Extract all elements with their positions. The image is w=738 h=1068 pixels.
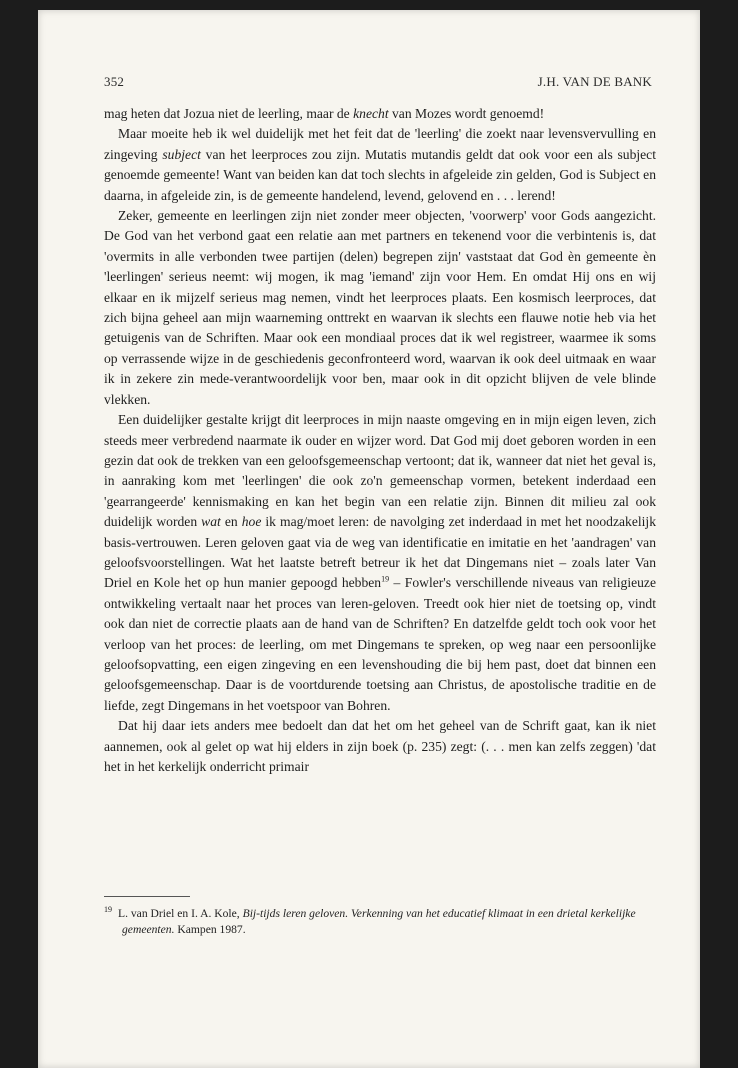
text-run: mag heten dat Jozua niet de leerling, maar de: [104, 106, 354, 121]
text-run: en: [220, 514, 242, 530]
text-run: Dat hij daar iets anders mee bedoelt dan dat het om het geheel van de Schrift gaat, kan ik niet aannemen, ook al gelet op wat hij elders in zijn boek (p. 235) zegt: (. . . men kan zelfs zeggen) 'dat het in het kerkelijk onderricht primair: [104, 718, 656, 774]
text-run: Zeker, gemeente en leerlingen zijn niet zonder meer objecten, 'voorwerp' voor Gods aangezicht. De God van het verbond gaat een relatie aan met partners en tekenend voor die verbintenis is, dat 'overmits in alle verbonden twee partijen (delen) begrepen zijn' vaststaat dat God èn gemeente èn 'leerlingen' serieus neemt: wij mogen, ik mag 'iemand' zijn voor Hem. En omdat Hij ons en wij elkaar en ik mijzelf serieus mag nemen, vindt het leerproces plaats. Een kosmisch leerproces, dat zich bijna geheel aan mijn waarneming onttrekt en waarvan ik slechts een flauwe notie heb via het getuigenis van de Schriften. Maar ook een mondiaal proces dat ik wel registreer, waarmee ik soms op verrassende wijze in de geschiedenis geconfronteerd word, waarvan ik ook deel uitmaak en waar ik in zekere zin mede-verantwoordelijk voor ben, maar ook in dit opzicht blijven de vele blinde vlekken.: [104, 208, 656, 407]
text-run: ik mag/moet leren: de navolging zet inderdaad in met het noodzakelijk basis-vertrouwen. Leren geloven gaat via de weg van identificatie en imitatie en het 'aandragen' van geloofsvoorstellingen. Wat het laatste betreft betreur ik het dat Dingemans niet – zoals later Van Driel en Kole het op hun manier gepoogd hebben: [104, 514, 656, 591]
text-run: Kampen 1987.: [174, 923, 246, 936]
paragraph: [104, 410, 656, 716]
text-run: Een duidelijker gestalte krijgt dit leerproces in mijn naaste omgeving en in mijn eigen leven, zich steeds meer verbredend naarmate ik ouder en wijzer word. Dat God mij doet geboren worden in een gezin dat ook de trekken van een geloofsgemeenschap vertoont; dat ik, wanneer dat niet het geval is, in aanraking kom met 'leerlingen' die ook zo'n gemeenschap vormen, betekent inderdaad een 'gearrangeerde' kennismaking en kan het begin van een relatie zijn. Binnen dit milieu zal ook duidelijk worden: [104, 412, 656, 530]
italic-text: subject: [162, 146, 201, 162]
running-header: [104, 74, 652, 90]
page-number: 352: [104, 74, 125, 89]
paragraph: [104, 124, 656, 206]
footnote-reference: 19: [381, 574, 390, 584]
text-run: van het leerproces zou zijn. Mutatis mutandis geldt dat ook voor een als subject genoemde gemeente! Want van beiden kan dat toch slechts in afgeleide zin gelden, God is Subject en daarna, in afgeleide zin, is de gemeente handelend, levend, gelovend en . . . lerend!: [104, 146, 656, 203]
text-run: Maar moeite heb ik wel duidelijk met het feit dat de 'leerling' die zoekt naar levensvervulling en zingeving: [104, 126, 656, 162]
italic-text: knecht: [353, 106, 389, 121]
footnote-number: 19: [104, 905, 112, 915]
body-text: [104, 104, 656, 777]
text-run: van Mozes wordt genoemd!: [388, 106, 545, 121]
running-title: J.H. VAN DE BANK: [537, 74, 652, 89]
paragraph: [104, 716, 656, 777]
text-run: L. van Driel en I. A. Kole,: [118, 907, 243, 920]
text-run: – Fowler's verschillende niveaus van religieuze ontwikkeling vertaalt naar het proces van leren-geloven. Treedt ook hier niet de toetsing op, vindt ook dan niet de correctie plaats aan de hand van de Schriften? En datzelfde geldt toch ook voor het verloop van het proces: de leerling, om met Dingemans te spreken, op weg naar een persoonlijke geloofsopvatting, een eigen zingeving en een levenshouding die bij hem past, doet dat binnen een geloofsgemeenschap. Daar is de voortdurende toetsing aan Christus, de apostolische traditie en de liefde, zegt Dingemans in het voetspoor van Bohren.: [104, 575, 656, 713]
italic-text: wat: [201, 514, 221, 530]
paragraph: [104, 104, 656, 124]
footnote-divider: [104, 896, 190, 897]
italic-text: Bij-tijds leren geloven. Verkenning van het educatief klimaat in een drietal kerkelijke gemeenten.: [122, 907, 636, 936]
italic-text: hoe: [241, 514, 262, 530]
footnote: [104, 906, 656, 938]
paragraph: [104, 206, 656, 410]
